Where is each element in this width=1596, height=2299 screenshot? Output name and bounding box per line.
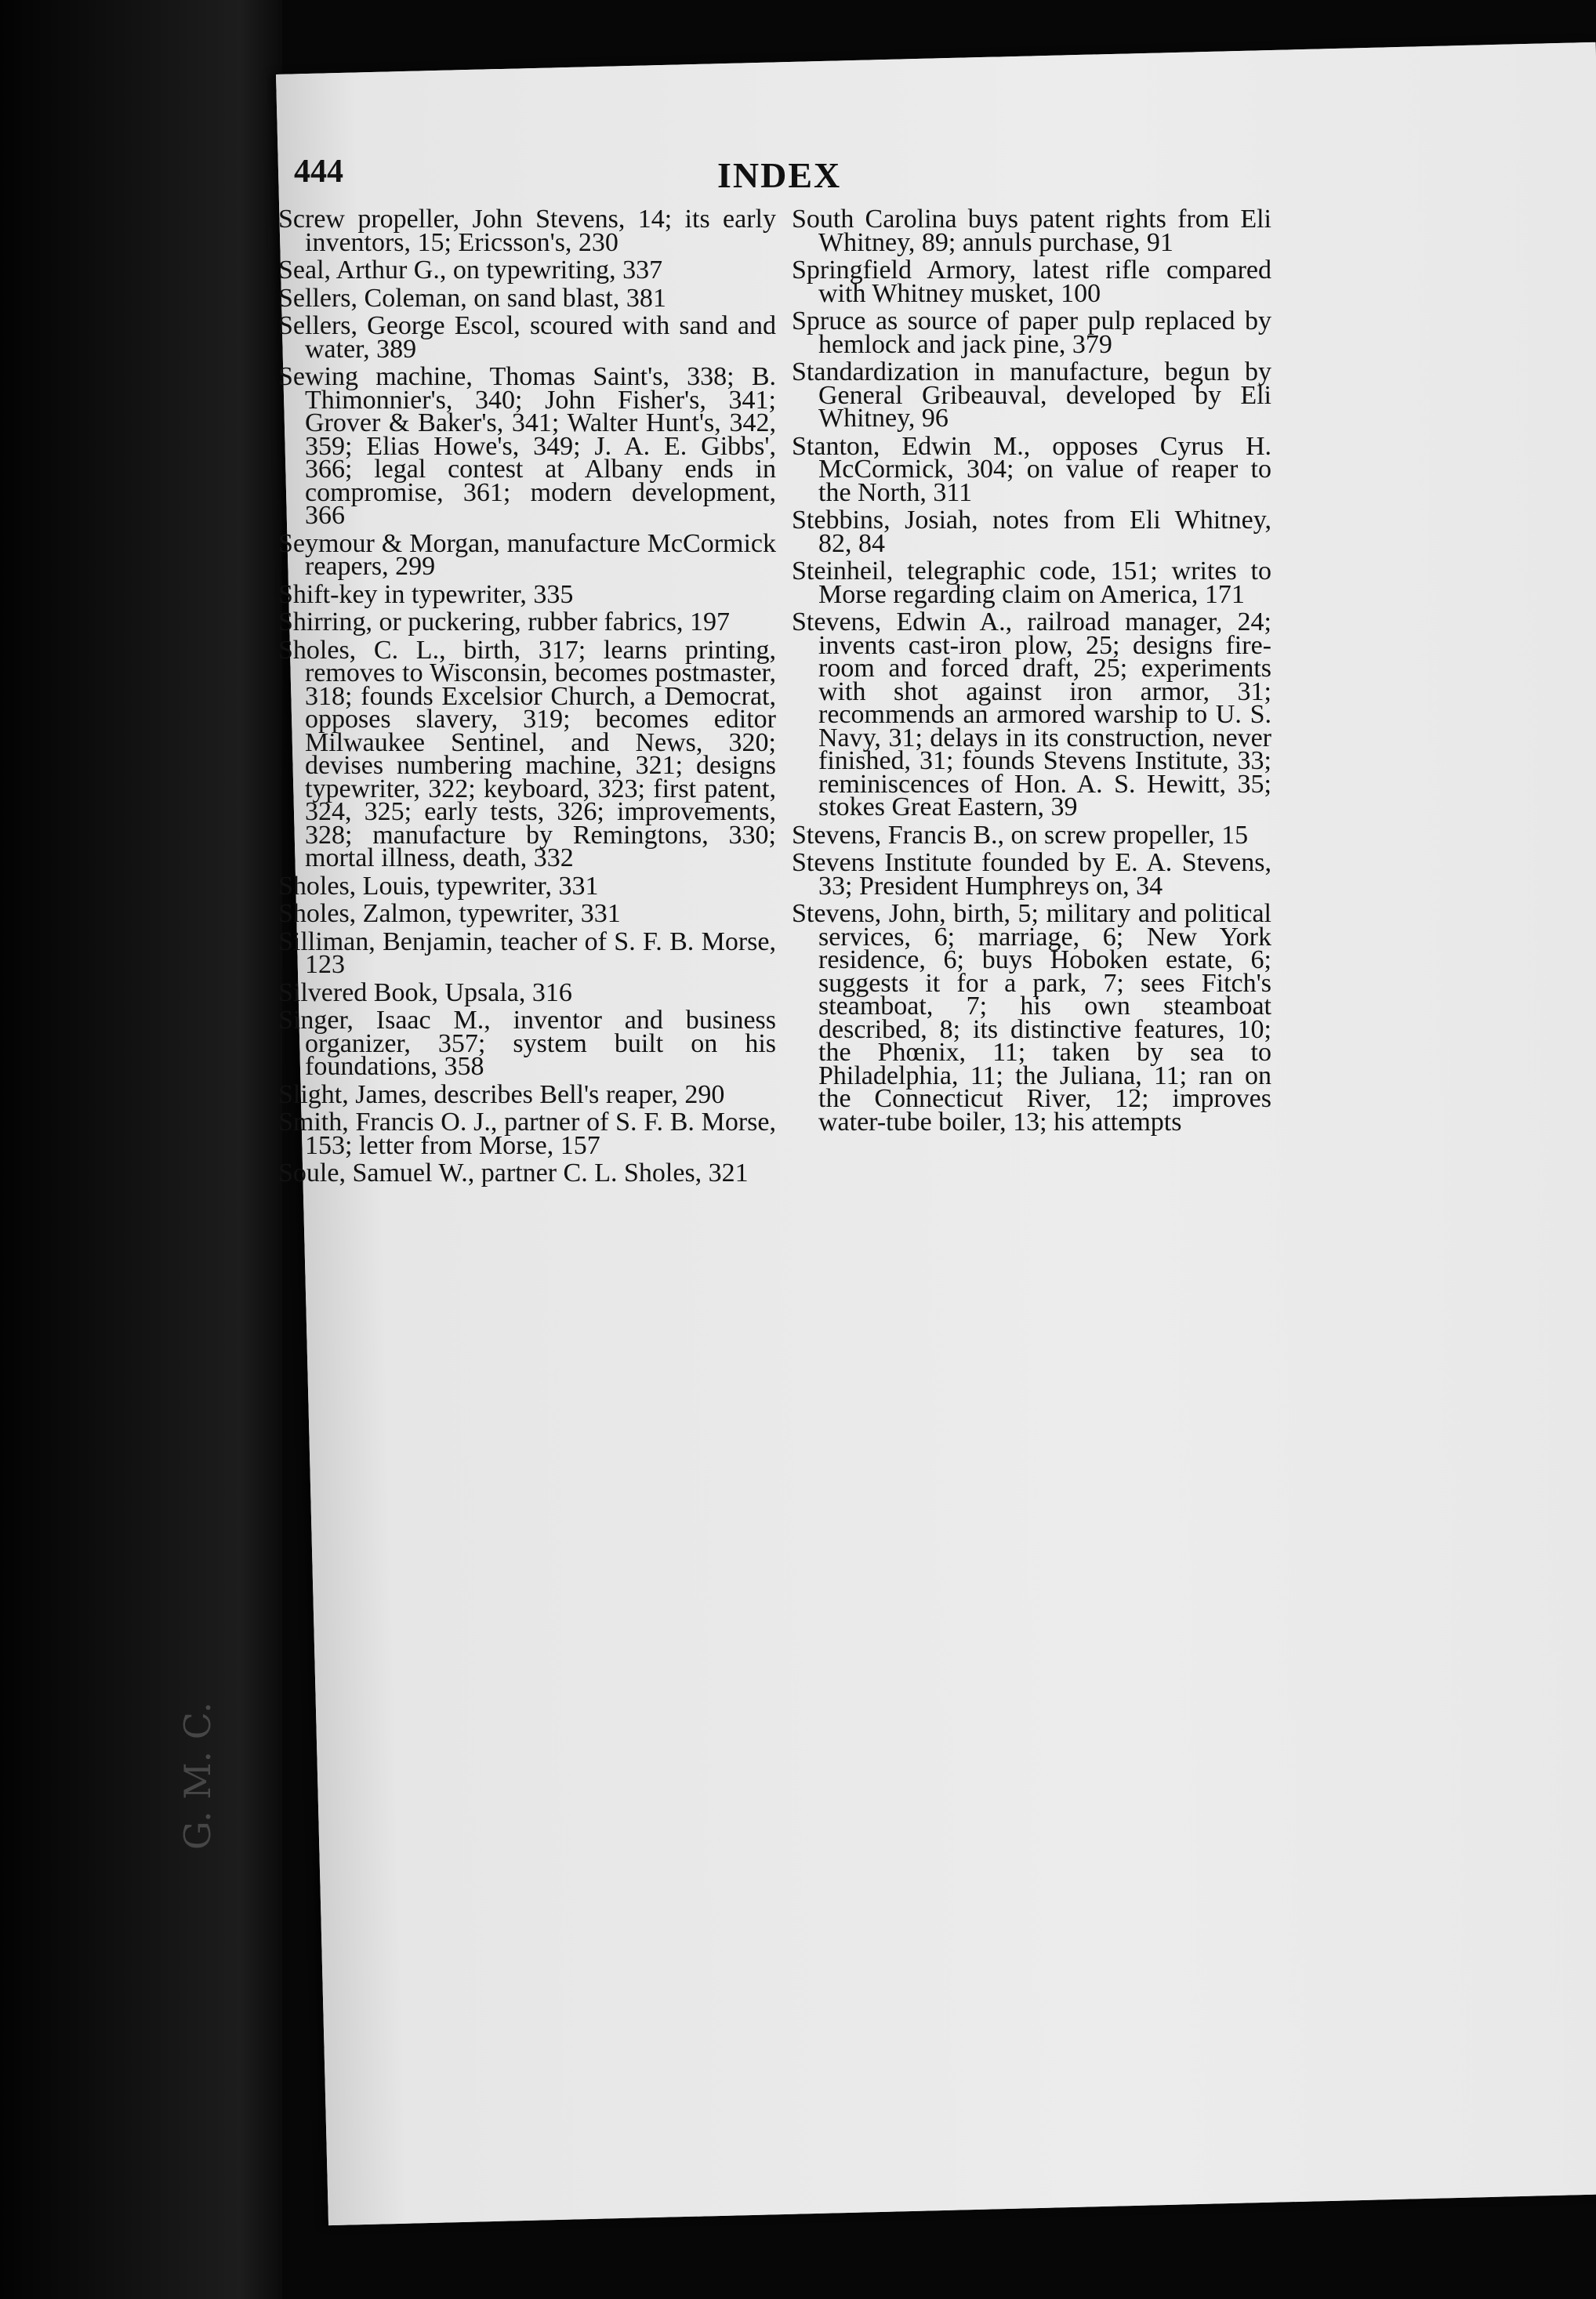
index-entry: Stevens, Edwin A., railroad manager, 24; invents cast-iron plow, 25; designs fire-room and forced draft, 25; experiments with shot against iron armor, 31; recommends an armored warship to U. S. Navy, 31; delays in its construction, never finished, 31; founds Stevens Institute, 33; reminiscences of Hon. A. S. Hewitt, 35; stokes Great Eastern, 39 (792, 607, 1271, 821)
page-number: 444 (294, 154, 343, 190)
index-entry: Stevens, Francis B., on screw propeller, 15 (792, 820, 1249, 850)
running-head: INDEX (717, 155, 842, 195)
index-entry: Singer, Isaac M., inventor and business organizer, 357; system built on his foundations, 358 (278, 1006, 776, 1081)
index-entry: Sholes, C. L., birth, 317; learns printing, removes to Wisconsin, becomes postmaster, 318; founds Excelsior Church, a Democrat, opposes slavery, 319; becomes editor Milwaukee Sentinel, and News, 320; devises numbering machine, 321; designs typewriter, 322; keyboard, 323; first patent, 324, 325; early tests, 326; improvements, 328; manufacture by Remingtons, 330; mortal illness, death, 332 (278, 635, 776, 872)
index-entry: Seymour & Morgan, manufacture McCormick reapers, 299 (278, 528, 776, 581)
page-header (294, 153, 1125, 200)
index-entry: Sellers, Coleman, on sand blast, 381 (278, 283, 666, 313)
index-entry: Silliman, Benjamin, teacher of S. F. B. Morse, 123 (278, 926, 776, 979)
index-entry: Steinheil, telegraphic code, 151; writes to Morse regarding claim on America, 171 (792, 557, 1271, 609)
index-entry: Standardization in manufacture, begun by General Gribeauval, developed by Eli Whitney, 96 (792, 357, 1271, 433)
index-entry: Sewing machine, Thomas Saint's, 338; B. Thimonnier's, 340; John Fisher's, 341; Grover & Baker's, 341; Walter Hunt's, 342, 359; Elias Howe's, 349; J. A. E. Gibbs', 366; legal contest at Albany ends in compromise, 361; modern development, 366 (278, 362, 776, 530)
index-entry: Sellers, George Escol, scoured with sand and water, 389 (278, 311, 776, 364)
index-entry: Stevens Institute founded by E. A. Stevens, 33; President Humphreys on, 34 (792, 848, 1271, 901)
index-column-left (278, 205, 776, 1190)
index-entry: Shift-key in typewriter, 335 (278, 579, 574, 609)
index-entry: Springfield Armory, latest rifle compared with Whitney musket, 100 (792, 256, 1271, 308)
spine-stamp: G. M. C. (176, 1702, 219, 1850)
index-entry: Slight, James, describes Bell's reaper, 290 (278, 1079, 725, 1109)
index-entry: Shirring, or puckering, rubber fabrics, 197 (278, 607, 730, 636)
index-entry: Stebbins, Josiah, notes from Eli Whitney, 82, 84 (792, 506, 1271, 558)
index-entry: Seal, Arthur G., on typewriting, 337 (278, 256, 663, 285)
index-entry: Screw propeller, John Stevens, 14; its early inventors, 15; Ericsson's, 230 (278, 205, 776, 257)
index-column-right (792, 205, 1271, 1138)
index-entry: Sholes, Louis, typewriter, 331 (278, 871, 599, 901)
index-entry: Sholes, Zalmon, typewriter, 331 (278, 899, 621, 928)
index-entry: Soule, Samuel W., partner C. L. Sholes, 321 (278, 1159, 749, 1188)
index-entry: Stanton, Edwin M., opposes Cyrus H. McCormick, 304; on value of reaper to the North, 311 (792, 431, 1271, 507)
index-entry: Stevens, John, birth, 5; military and political services, 6; marriage, 6; New York residence, 6; buys Hoboken estate, 6; suggests it for a park, 7; sees Fitch's steamboat, 7; his own steamboat described, 8; its distinctive features, 10; the Phœnix, 11; taken by sea to Philadelphia, 11; the Juliana, 11; ran on the Connecticut River, 12; improves water-tube boiler, 13; his attempts (792, 899, 1271, 1137)
index-entry: Smith, Francis O. J., partner of S. F. B. Morse, 153; letter from Morse, 157 (278, 1108, 776, 1160)
index-entry: Silvered Book, Upsala, 316 (278, 977, 572, 1007)
book-spine (0, 0, 282, 2299)
index-entry: Spruce as source of paper pulp replaced by hemlock and jack pine, 379 (792, 306, 1271, 359)
index-entry: South Carolina buys patent rights from Eli Whitney, 89; annuls purchase, 91 (792, 205, 1271, 257)
